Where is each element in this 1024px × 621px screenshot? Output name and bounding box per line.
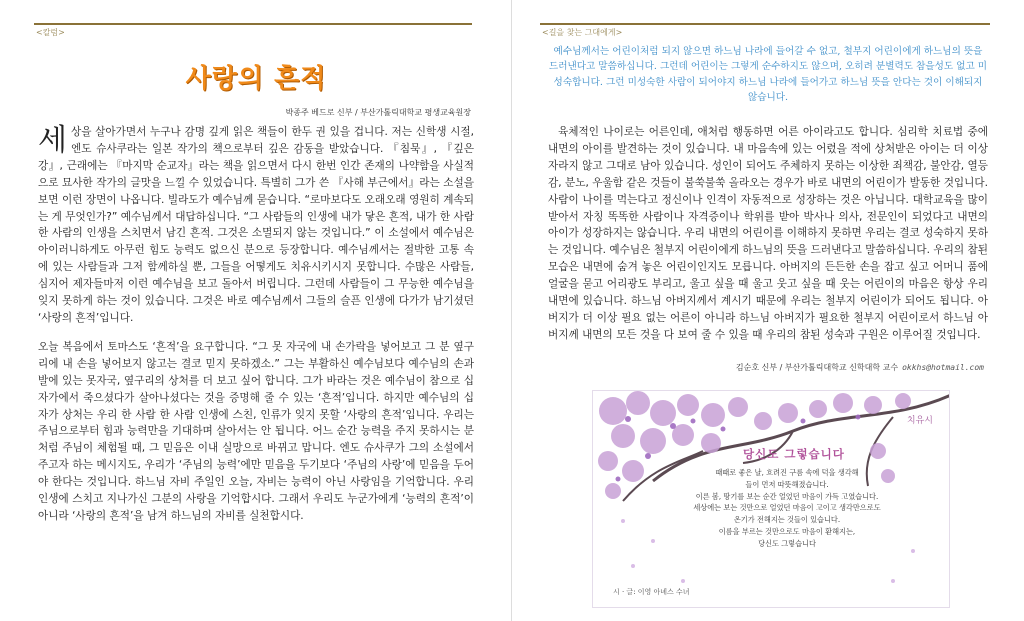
poem-line: 온기가 전해지는 것들이 있습니다. <box>733 515 841 525</box>
poem-line: 당신도 그렇습니다 <box>758 538 816 548</box>
article-title: 사랑의 흔적 <box>185 64 327 94</box>
poem-tag: 치유시 <box>906 416 933 426</box>
header-rule <box>34 23 472 25</box>
right-page <box>512 0 1024 621</box>
author-name: 김순호 신부 / 부산가톨릭대학교 신학대학 교수 <box>735 363 899 372</box>
author-byline: 박종주 베드로 신부 / 부산가톨릭대학교 평생교육원장 <box>285 108 471 117</box>
question-quote: 예수님께서는 어린이처럼 되지 않으면 하느님 나라에 들어갈 수 없고, 철부지 어린이에게 하느님의 뜻을 드러낸다고 말씀하십니다. 그런데 어린이는 그렇게 순수하지도 않으며, 오히려 분별력도 참을성도 없고 미성숙합니다. 그런 미성숙한 사람이 되어야지 하느님 나라에 들어가고 하느님 뜻을 안다는 것이 이해되지 않습니다. <box>548 46 988 103</box>
poem-line: 들이 먼저 따뜻해졌습니다. <box>745 479 829 489</box>
poem-line: 이름을 부르는 것만으로도 마음이 환해지는, <box>718 526 856 536</box>
poem-card <box>592 390 950 608</box>
answer-paragraph: 육체적인 나이로는 어른인데, 애처럼 행동하면 어른 아이라고도 합니다. 심리학 치료법 중에 내면의 아이를 발견하는 것이 있습니다. 내 마음속에 있는 어렸을 적에 상처받은 아이는 더 이상 자라지 않고 그대로 남아 있습니다. 성인이 되어도 주체하지 못하는 이상한 죄책감, 불안감, 열등감, 분노, 우울함 같은 것들이 불쑥불쑥 올라오는 경우가 바로 내면의 어린이가 발동한 것입니다. 사람이 나이를 먹는다고 정신이나 인격이 자동적으로 성장하는 것은 아닙니다. 대학교육을 많이 받아서 자칭 똑똑한 사람이나 자격증이나 학위를 받아 박사나 의사, 전문인이 되었다고 내면의 아이가 성장하지는 않습니다. 우리 내면의 어린이를 이해하지 못하면 우리는 결코 성숙하지 못하는 것입니다. 예수님은 철부지 어린이에게 하느님의 뜻을 드러낸다고 말씀하십니다. 우리의 참된 모습은 내면에 숨겨 놓은 어린이인지도 모릅니다. 아버지의 든든한 손을 잡고 싶고 어머니 품에 얼굴을 묻고 어리광도 부리고, 울고 싶을 때 울고 웃고 싶을 때 웃는 어린이의 마음은 항상 우리 내면에 있습니다. 하느님 아버지께서 계시기 때문에 우리는 철부지 어린이가 되어도 됩니다. 아버지가 더 이상 필요 없는 어른이 아니라 하느님 아버지가 필요한 철부지 어린이로서 하느님 아버지께 내면의 모든 것을 다 보여 줄 수 있을 때 우리의 참된 성숙과 구원은 이루어질 것입니다. <box>548 126 988 341</box>
poem-credit: 시 · 글: 이영 아녜스 수녀 <box>613 588 690 596</box>
section-label: <길을 찾는 그대에게> <box>542 28 623 37</box>
poem-line: 세상에는 보는 것만으로 얼었던 마음이 고이고 생각만으로도 <box>693 503 881 513</box>
paragraph-2: 오늘 복음에서 토마스도 ‘흔적’을 요구합니다. “그 못 자국에 내 손가락을 넣어보고 그 분 옆구리에 내 손을 넣어보지 않고는 결코 믿지 못하겠소.” 그는 부활하신 예수님보다 예수님의 손과 발에 있는 못자국, 옆구리의 상처를 더 보고 싶어 합니다. 그가 바라는 것은 예수님이 참으로 십자가에서 죽으셨다가 살아나셨다는 것을 증명해 줄 수 있는 ‘흔적’입니다. 하지만 예수님의 십자가 상처는 우리 한 사람 한 사람 인생에 스친, 인류가 잊지 못할 ‘사랑의 흔적’입니다. 우리는 주님으로부터 힘과 능력만을 기대하며 살아서는 안 됩니다. 어느 순간 능력을 주지 못하시는 분처럼 주님이 체험될 때, 그 믿음은 이내 실망으로 바뀌고 맙니다. 엔도 슈사쿠가 그의 소설에서 주고자 하는 메시지도, 우리가 ‘주님의 능력’에만 믿음을 두기보다 ‘주님의 사랑’에 믿음을 두어야 한다는 것입니다. 하느님 자비 주일인 오늘, 자비는 능력이 아닌 사랑임을 기억합니다. 우리 인생에 스치고 지나가신 그분의 사랑을 기억합시다. 그래서 우리도 누군가에게 ‘능력의 흔적’이 아니라 ‘사랑의 흔적’을 남겨 하느님의 자비를 실천합시다. <box>38 340 474 522</box>
drop-cap: 세 <box>38 123 67 158</box>
poem-line: 때때로 좋은 날, 흐려진 구름 속에 덕을 생각해 <box>715 468 859 477</box>
article-body <box>38 124 474 525</box>
poem-line: 이른 봄, 땅기를 보는 순간 얼었던 마음이 가득 고였습니다. <box>695 491 879 501</box>
section-label: <칼럼> <box>36 28 65 37</box>
poem-title: 당신도 그렇습니다 <box>743 447 845 461</box>
answer-byline <box>736 362 984 373</box>
paragraph-1-text: 상을 살아가면서 누구나 감명 깊게 읽은 책들이 한두 권 있을 겁니다. 저는 신학생 시절, 엔도 슈사쿠라는 일본 작가의 책으로부터 깊은 감동을 받았습니다. 『침묵』, 『깊은 강』, 근래에는 『마지막 순교자』라는 책을 읽으면서 다시 한번 인간 존재의 나약함을 사실적으로 묘사한 작가의 글맛을 느낄 수 있었습니다. 특별히 그가 쓴 『사해 부근에서』라는 소설을 보면 이런 장면이 나옵니다. 빌라도가 예수님께 묻습니다. “로마보다도 오래오래 영원히 계속되는 게 무엇인가?” 예수님께서 대답하십니다. “그 사람들의 인생에 내가 닿은 흔적, 내가 한 사람 한 사람의 인생을 스치면서 남긴 흔적. 그것은 소멸되지 않는 것입니다.” 이 소설에서 예수님은 아이러니하게도 아무런 힘도 능력도 없으신 분으로 등장합니다. 예수님께서는 절박한 고통 속에 있는 사람들과 그저 함께하실 뿐, 그들을 어떻게도 치유시키시지 못합니다. 수많은 사람들, 심지어 제자들마저 이런 예수님을 보고 돌아서 버립니다. 그런데 사람들이 그 무능한 예수님을 잊지 못하게 하는 것이 있습니다. 그것은 바로 예수님께서 그들의 슬픈 인생에 다가가 남기셨던 ‘사랑의 흔적’입니다. <box>38 126 474 324</box>
answer-body <box>548 124 988 344</box>
author-email: okkhs@hotmail.com <box>902 363 984 372</box>
header-rule <box>540 23 990 25</box>
paragraph-1 <box>38 124 474 327</box>
poem-text <box>655 467 919 550</box>
